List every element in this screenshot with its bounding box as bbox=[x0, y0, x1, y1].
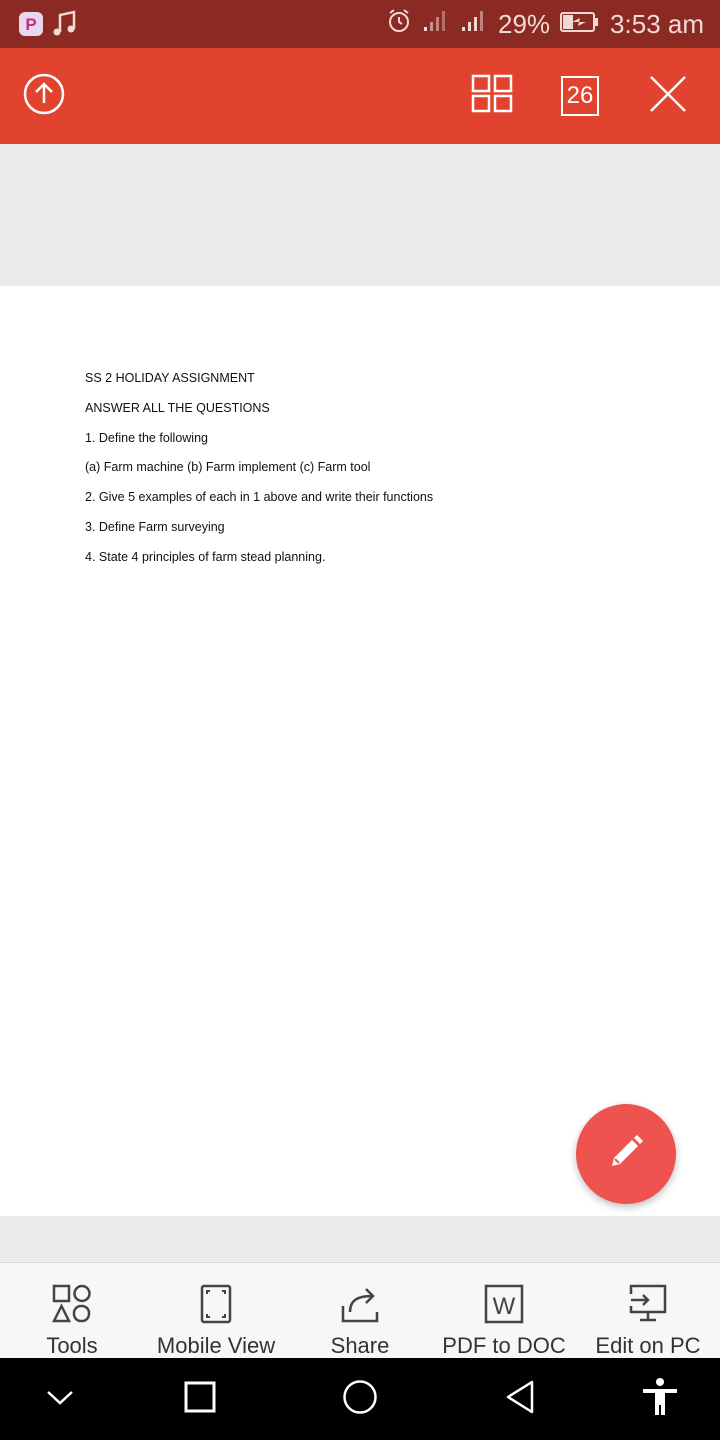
battery-percent: 29% bbox=[498, 9, 551, 39]
word-doc-icon bbox=[484, 1284, 524, 1329]
document-line-question-4: 4. State 4 principles of farm stead planning. bbox=[85, 549, 326, 564]
system-navigation-bar bbox=[0, 1358, 720, 1440]
svg-text:P: P bbox=[25, 15, 37, 34]
pencil-icon bbox=[604, 1130, 648, 1179]
clock-time: 3:53 am bbox=[610, 9, 704, 39]
tools-label: Tools bbox=[46, 1333, 98, 1358]
square-icon bbox=[184, 1381, 216, 1418]
status-bar bbox=[0, 0, 720, 48]
circle-icon bbox=[342, 1379, 378, 1420]
share-label: Share bbox=[330, 1333, 390, 1358]
close-icon bbox=[648, 74, 688, 119]
document-line-question-3: 3. Define Farm surveying bbox=[85, 519, 225, 534]
mobile-view-button[interactable] bbox=[146, 1263, 286, 1359]
svg-text:W: W bbox=[492, 1293, 516, 1320]
document-line-question-1: 1. Define the following bbox=[85, 430, 208, 445]
edit-on-pc-label: Edit on PC bbox=[595, 1333, 701, 1358]
pdf-to-doc-label: PDF to DOC bbox=[442, 1333, 566, 1358]
tools-icon bbox=[52, 1284, 92, 1329]
edit-fab-button[interactable] bbox=[576, 1104, 676, 1204]
nav-accessibility-button[interactable] bbox=[630, 1358, 690, 1440]
app-toolbar bbox=[0, 48, 720, 144]
mobile-view-label: Mobile View bbox=[156, 1333, 276, 1358]
document-line-question-1-parts: (a) Farm machine (b) Farm implement (c) Farm tool bbox=[85, 460, 371, 475]
back-triangle-icon bbox=[504, 1379, 536, 1420]
signal-icon bbox=[422, 9, 450, 40]
bottom-action-bar bbox=[0, 1262, 720, 1359]
nav-collapse-button[interactable] bbox=[30, 1358, 90, 1440]
nav-home-button[interactable] bbox=[330, 1358, 390, 1440]
accessibility-icon bbox=[641, 1377, 679, 1422]
document-background bbox=[0, 144, 720, 286]
edit-on-pc-button[interactable] bbox=[588, 1263, 708, 1359]
document-page[interactable] bbox=[0, 286, 720, 1216]
arrow-up-circle-icon bbox=[22, 72, 66, 121]
alarm-icon bbox=[386, 8, 412, 41]
thumbnails-button[interactable] bbox=[470, 76, 514, 116]
nav-back-button[interactable] bbox=[490, 1358, 550, 1440]
document-text bbox=[85, 370, 433, 579]
monitor-icon bbox=[628, 1284, 668, 1329]
document-line-question-2: 2. Give 5 examples of each in 1 above and write their functions bbox=[85, 490, 434, 505]
share-icon bbox=[340, 1284, 380, 1329]
mobile-view-icon bbox=[200, 1284, 232, 1329]
page-count: 26 bbox=[566, 82, 594, 109]
signal-icon-2 bbox=[460, 9, 488, 40]
scroll-up-button[interactable] bbox=[22, 74, 66, 118]
document-line-instruction: ANSWER ALL THE QUESTIONS bbox=[85, 400, 270, 415]
battery-charging-icon bbox=[560, 9, 600, 40]
nav-recents-button[interactable] bbox=[170, 1358, 230, 1440]
music-icon bbox=[52, 10, 78, 43]
app-notification-icon bbox=[18, 11, 44, 42]
document-background-bottom bbox=[0, 1216, 720, 1262]
document-line-title: SS 2 HOLIDAY ASSIGNMENT bbox=[85, 371, 255, 385]
close-button[interactable] bbox=[646, 74, 690, 118]
share-button[interactable] bbox=[310, 1263, 410, 1359]
chevron-down-icon bbox=[45, 1387, 75, 1412]
tools-button[interactable] bbox=[22, 1263, 122, 1359]
page-count-button[interactable] bbox=[561, 76, 599, 116]
pdf-to-doc-button[interactable] bbox=[434, 1263, 574, 1359]
grid-icon bbox=[471, 74, 513, 119]
